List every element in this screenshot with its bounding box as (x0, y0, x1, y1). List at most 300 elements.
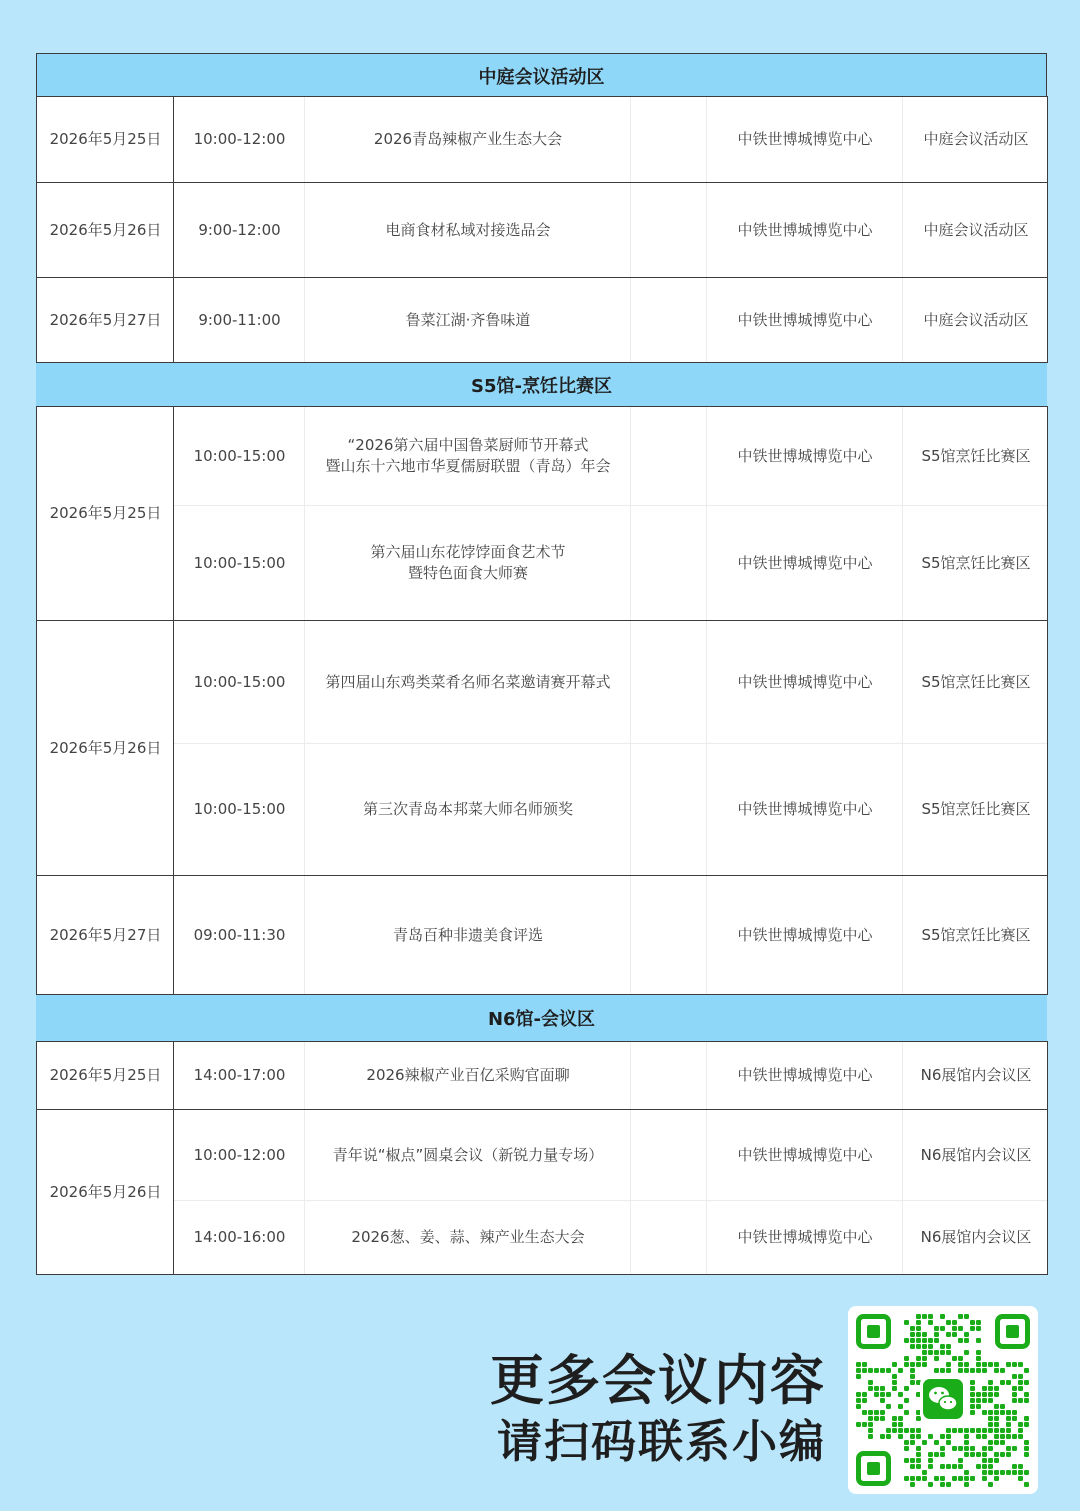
qr-module (1024, 1416, 1029, 1421)
qr-module (904, 1356, 909, 1361)
qr-module (922, 1338, 927, 1343)
area-cell: N6展馆内会议区 (920, 1066, 1032, 1084)
venue-cell: 中铁世博城博览中心 (737, 925, 873, 944)
qr-module (964, 1440, 969, 1445)
qr-module (892, 1386, 897, 1391)
qr-module (856, 1422, 861, 1427)
qr-module (994, 1452, 999, 1457)
qr-module (922, 1362, 927, 1367)
qr-module (934, 1338, 939, 1343)
date-cell: 2026年5月26日 (49, 1182, 162, 1201)
qr-module (946, 1344, 951, 1349)
qr-module (880, 1434, 885, 1439)
qr-module (958, 1458, 963, 1463)
qr-module (874, 1368, 879, 1373)
qr-module (868, 1380, 873, 1385)
qr-module (1006, 1410, 1011, 1415)
qr-module (934, 1368, 939, 1373)
time-cell: 9:00-12:00 (198, 220, 281, 239)
qr-module (928, 1464, 933, 1469)
qr-module (964, 1362, 969, 1367)
qr-module (874, 1416, 879, 1421)
qr-module (916, 1314, 921, 1319)
qr-module (862, 1422, 867, 1427)
qr-module (970, 1398, 975, 1403)
qr-module (922, 1356, 927, 1361)
qr-module (976, 1326, 981, 1331)
qr-module (1000, 1470, 1005, 1475)
qr-module (904, 1398, 909, 1403)
qr-module (892, 1428, 897, 1433)
qr-module (874, 1410, 879, 1415)
qr-module (946, 1350, 951, 1355)
qr-module (952, 1428, 957, 1433)
qr-module (1024, 1440, 1029, 1445)
qr-module (856, 1374, 861, 1379)
qr-module (976, 1320, 981, 1325)
qr-module (982, 1398, 987, 1403)
qr-module (904, 1440, 909, 1445)
qr-module (1006, 1416, 1011, 1421)
time-cell: 09:00-11:30 (193, 925, 286, 944)
qr-module (910, 1476, 915, 1481)
qr-module (874, 1392, 879, 1397)
qr-module (970, 1446, 975, 1451)
qr-module (1006, 1434, 1011, 1439)
qr-module (1012, 1398, 1017, 1403)
qr-module (988, 1398, 993, 1403)
qr-module (940, 1464, 945, 1469)
qr-module (970, 1320, 975, 1325)
qr-module (1012, 1470, 1017, 1475)
qr-module (1024, 1452, 1029, 1457)
qr-module (886, 1428, 891, 1433)
qr-module (1018, 1398, 1023, 1403)
date-cell: 2026年5月26日 (49, 220, 162, 239)
qr-module (1012, 1464, 1017, 1469)
qr-module (988, 1446, 993, 1451)
qr-module (916, 1332, 921, 1337)
qr-module (988, 1470, 993, 1475)
qr-module (952, 1476, 957, 1481)
qr-module (880, 1410, 885, 1415)
qr-module (970, 1380, 975, 1385)
qr-module (946, 1464, 951, 1469)
qr-module (964, 1338, 969, 1343)
qr-module (982, 1410, 987, 1415)
qr-module (940, 1434, 945, 1439)
qr-module (940, 1350, 945, 1355)
qr-module (958, 1356, 963, 1361)
qr-module (862, 1392, 867, 1397)
qr-module (964, 1368, 969, 1373)
qr-module (976, 1464, 981, 1469)
area-cell: 中庭会议活动区 (923, 220, 1029, 239)
event-title-cell: 2026青岛辣椒产业生态大会 (373, 130, 563, 148)
qr-module (1000, 1434, 1005, 1439)
qr-module (976, 1338, 981, 1343)
qr-module (928, 1314, 933, 1319)
qr-module (880, 1368, 885, 1373)
qr-module (1012, 1374, 1017, 1379)
qr-module (964, 1314, 969, 1319)
qr-module (868, 1428, 873, 1433)
qr-module (946, 1320, 951, 1325)
qr-module (1018, 1476, 1023, 1481)
qr-module (952, 1356, 957, 1361)
qr-module (982, 1464, 987, 1469)
time-cell: 10:00-15:00 (193, 800, 286, 818)
qr-module (862, 1362, 867, 1367)
qr-module (982, 1362, 987, 1367)
venue-cell: 中铁世博城博览中心 (737, 310, 873, 329)
qr-module (892, 1416, 897, 1421)
qr-module (946, 1440, 951, 1445)
qr-module (922, 1476, 927, 1481)
qr-module (970, 1428, 975, 1433)
qr-module (862, 1368, 867, 1373)
qr-module (994, 1476, 999, 1481)
qr-module (994, 1362, 999, 1367)
qr-module (940, 1326, 945, 1331)
section-title: S5馆-烹饪比赛区 (471, 376, 612, 397)
qr-module (934, 1350, 939, 1355)
qr-module (1018, 1470, 1023, 1475)
qr-module (1018, 1422, 1023, 1427)
qr-module (898, 1422, 903, 1427)
qr-module (904, 1338, 909, 1343)
qr-module (910, 1482, 915, 1487)
qr-module (988, 1362, 993, 1367)
qr-module (1018, 1374, 1023, 1379)
qr-module (946, 1368, 951, 1373)
area-cell: S5馆烹饪比赛区 (921, 672, 1031, 691)
qr-module (886, 1392, 891, 1397)
qr-module (1018, 1434, 1023, 1439)
qr-module (964, 1470, 969, 1475)
wechat-qr-code[interactable] (848, 1306, 1038, 1494)
qr-module (916, 1458, 921, 1463)
qr-module (910, 1380, 915, 1385)
qr-module (910, 1332, 915, 1337)
qr-module (988, 1458, 993, 1463)
time-cell: 10:00-12:00 (193, 1145, 286, 1164)
qr-module (952, 1464, 957, 1469)
qr-module (952, 1326, 957, 1331)
qr-module (1018, 1464, 1023, 1469)
venue-cell: 中铁世博城博览中心 (737, 130, 873, 148)
qr-module (940, 1344, 945, 1349)
qr-module (994, 1434, 999, 1439)
qr-module (1006, 1428, 1011, 1433)
qr-module (910, 1374, 915, 1379)
qr-module (988, 1464, 993, 1469)
qr-module (1006, 1422, 1011, 1427)
qr-module (1006, 1446, 1011, 1451)
section-header-atrium (36, 53, 1047, 97)
qr-module (892, 1380, 897, 1385)
qr-module (922, 1440, 927, 1445)
area-cell: S5馆烹饪比赛区 (921, 925, 1031, 944)
time-cell: 14:00-17:00 (193, 1066, 286, 1084)
qr-module (880, 1392, 885, 1397)
qr-module (904, 1320, 909, 1325)
qr-module (1012, 1392, 1017, 1397)
qr-module (958, 1362, 963, 1367)
qr-module (904, 1362, 909, 1367)
qr-module (958, 1338, 963, 1343)
event-title-line: 暨山东十六地市华夏儒厨联盟（青岛）年会 (325, 457, 611, 475)
qr-module (994, 1392, 999, 1397)
qr-module (1024, 1392, 1029, 1397)
qr-module (976, 1368, 981, 1373)
qr-module (964, 1332, 969, 1337)
qr-module (952, 1320, 957, 1325)
qr-module (1018, 1380, 1023, 1385)
qr-module (988, 1392, 993, 1397)
qr-module (994, 1458, 999, 1463)
event-title-line: 第六届山东花饽饽面食艺术节 (370, 543, 566, 561)
qr-module (1012, 1416, 1017, 1421)
qr-module (946, 1332, 951, 1337)
qr-module (976, 1398, 981, 1403)
event-title-cell: 电商食材私域对接选品会 (385, 220, 551, 239)
qr-module (916, 1338, 921, 1343)
qr-module (922, 1344, 927, 1349)
qr-module (982, 1470, 987, 1475)
qr-module (940, 1446, 945, 1451)
qr-module (856, 1392, 861, 1397)
qr-module (970, 1410, 975, 1415)
area-cell: N6展馆内会议区 (920, 1228, 1032, 1246)
qr-module (958, 1314, 963, 1319)
qr-module (976, 1362, 981, 1367)
date-cell: 2026年5月27日 (49, 310, 162, 329)
qr-module (934, 1476, 939, 1481)
qr-module (994, 1386, 999, 1391)
qr-module (910, 1440, 915, 1445)
qr-module (988, 1416, 993, 1421)
qr-module (1000, 1380, 1005, 1385)
qr-module (976, 1434, 981, 1439)
venue-cell: 中铁世博城博览中心 (737, 1228, 873, 1246)
event-title-cell: 第三次青岛本邦菜大师名师颁奖 (362, 800, 573, 818)
qr-module (916, 1446, 921, 1451)
section-header-n6 (36, 995, 1047, 1041)
qr-module (916, 1464, 921, 1469)
venue-cell: 中铁世博城博览中心 (737, 446, 873, 465)
qr-module (856, 1398, 861, 1403)
qr-module (904, 1476, 909, 1481)
qr-module (958, 1464, 963, 1469)
qr-module (928, 1482, 933, 1487)
qr-module (868, 1386, 873, 1391)
qr-module (976, 1392, 981, 1397)
qr-module (904, 1386, 909, 1391)
qr-module (970, 1326, 975, 1331)
qr-module (988, 1410, 993, 1415)
qr-module (916, 1428, 921, 1433)
qr-module (958, 1368, 963, 1373)
qr-module (934, 1332, 939, 1337)
qr-module (958, 1326, 963, 1331)
qr-module (910, 1344, 915, 1349)
qr-module (928, 1344, 933, 1349)
qr-module (910, 1368, 915, 1373)
qr-module (1024, 1380, 1029, 1385)
qr-module (994, 1404, 999, 1409)
qr-module (856, 1362, 861, 1367)
qr-module (946, 1428, 951, 1433)
event-title-cell: 2026葱、姜、蒜、辣产业生态大会 (351, 1228, 585, 1246)
qr-module (946, 1362, 951, 1367)
qr-module (976, 1452, 981, 1457)
qr-module (994, 1440, 999, 1445)
event-title-cell: 第四届山东鸡类菜肴名师名菜邀请赛开幕式 (325, 672, 611, 691)
qr-module (922, 1332, 927, 1337)
area-cell: N6展馆内会议区 (920, 1145, 1032, 1164)
time-cell: 10:00-12:00 (193, 130, 286, 148)
qr-module (910, 1464, 915, 1469)
event-title-cell (305, 506, 631, 620)
qr-module (982, 1368, 987, 1373)
qr-module (1006, 1452, 1011, 1457)
qr-module (898, 1434, 903, 1439)
qr-module (982, 1446, 987, 1451)
qr-module (898, 1368, 903, 1373)
section-title: N6馆-会议区 (487, 1009, 596, 1030)
qr-module (1000, 1428, 1005, 1433)
qr-module (982, 1458, 987, 1463)
qr-module (964, 1434, 969, 1439)
qr-module (994, 1416, 999, 1421)
event-title-cell: 青岛百种非遗美食评选 (392, 925, 543, 944)
qr-module (934, 1356, 939, 1361)
date-cell: 2026年5月26日 (49, 738, 162, 757)
date-cell: 2026年5月25日 (49, 504, 162, 522)
qr-module (940, 1476, 945, 1481)
qr-module (1018, 1362, 1023, 1367)
qr-module (910, 1326, 915, 1331)
qr-module (904, 1428, 909, 1433)
qr-module (1012, 1446, 1017, 1451)
qr-module (916, 1416, 921, 1421)
date-cell: 2026年5月27日 (49, 925, 162, 944)
event-title-line: 暨特色面食大师赛 (407, 564, 528, 582)
qr-module (904, 1446, 909, 1451)
qr-module (1000, 1440, 1005, 1445)
qr-module (982, 1434, 987, 1439)
qr-module (988, 1422, 993, 1427)
qr-module (916, 1326, 921, 1331)
qr-module (916, 1344, 921, 1349)
event-title-cell: 青年说“椒点”圆桌会议（新锐力量专场） (332, 1145, 604, 1164)
qr-module (988, 1386, 993, 1391)
qr-module (952, 1446, 957, 1451)
qr-module (940, 1482, 945, 1487)
qr-module (976, 1404, 981, 1409)
qr-module (856, 1368, 861, 1373)
qr-module (994, 1428, 999, 1433)
qr-module (1024, 1446, 1029, 1451)
time-cell: 9:00-11:00 (198, 310, 281, 329)
qr-module (952, 1332, 957, 1337)
area-cell: S5馆烹饪比赛区 (921, 553, 1031, 572)
qr-module (862, 1410, 867, 1415)
qr-module (1024, 1482, 1029, 1487)
qr-module (970, 1368, 975, 1373)
qr-module (856, 1404, 861, 1409)
qr-module (982, 1452, 987, 1457)
qr-module (886, 1434, 891, 1439)
qr-module (1000, 1410, 1005, 1415)
venue-cell: 中铁世博城博览中心 (737, 553, 873, 572)
qr-module (958, 1446, 963, 1451)
qr-module (904, 1410, 909, 1415)
qr-module (994, 1470, 999, 1475)
venue-cell: 中铁世博城博览中心 (737, 1145, 873, 1164)
qr-module (910, 1338, 915, 1343)
event-title-line: “2026第六届中国鲁菜厨师节开幕式 (347, 436, 589, 454)
qr-module (880, 1398, 885, 1403)
area-cell: S5馆烹饪比赛区 (921, 446, 1031, 465)
area-cell: 中庭会议活动区 (923, 130, 1029, 148)
qr-module (898, 1392, 903, 1397)
section-title: 中庭会议活动区 (478, 66, 605, 88)
qr-module (868, 1434, 873, 1439)
qr-module (862, 1398, 867, 1403)
qr-module (982, 1392, 987, 1397)
qr-module (916, 1320, 921, 1325)
qr-module (898, 1428, 903, 1433)
qr-module (958, 1476, 963, 1481)
venue-cell: 中铁世博城博览中心 (737, 672, 873, 691)
qr-module (940, 1368, 945, 1373)
qr-module (982, 1428, 987, 1433)
qr-code-icon (848, 1306, 1038, 1494)
qr-module (892, 1374, 897, 1379)
qr-module (940, 1314, 945, 1319)
qr-module (946, 1434, 951, 1439)
qr-module (1012, 1386, 1017, 1391)
qr-module (916, 1434, 921, 1439)
qr-module (1000, 1404, 1005, 1409)
time-cell: 14:00-16:00 (193, 1228, 286, 1246)
qr-module (892, 1362, 897, 1367)
time-cell: 10:00-15:00 (193, 672, 286, 691)
qr-module (1012, 1434, 1017, 1439)
qr-module (868, 1410, 873, 1415)
qr-module (970, 1476, 975, 1481)
section-header-s5 (36, 363, 1047, 407)
qr-module (874, 1386, 879, 1391)
qr-module (928, 1452, 933, 1457)
qr-module (1000, 1452, 1005, 1457)
time-cell: 10:00-15:00 (193, 553, 286, 572)
qr-module (946, 1482, 951, 1487)
qr-module (958, 1428, 963, 1433)
area-cell: 中庭会议活动区 (923, 310, 1029, 329)
qr-module (868, 1416, 873, 1421)
qr-module (1018, 1386, 1023, 1391)
qr-module (982, 1476, 987, 1481)
qr-module (898, 1404, 903, 1409)
qr-module (994, 1422, 999, 1427)
qr-module (910, 1434, 915, 1439)
qr-module (964, 1452, 969, 1457)
qr-module (934, 1326, 939, 1331)
qr-module (928, 1434, 933, 1439)
